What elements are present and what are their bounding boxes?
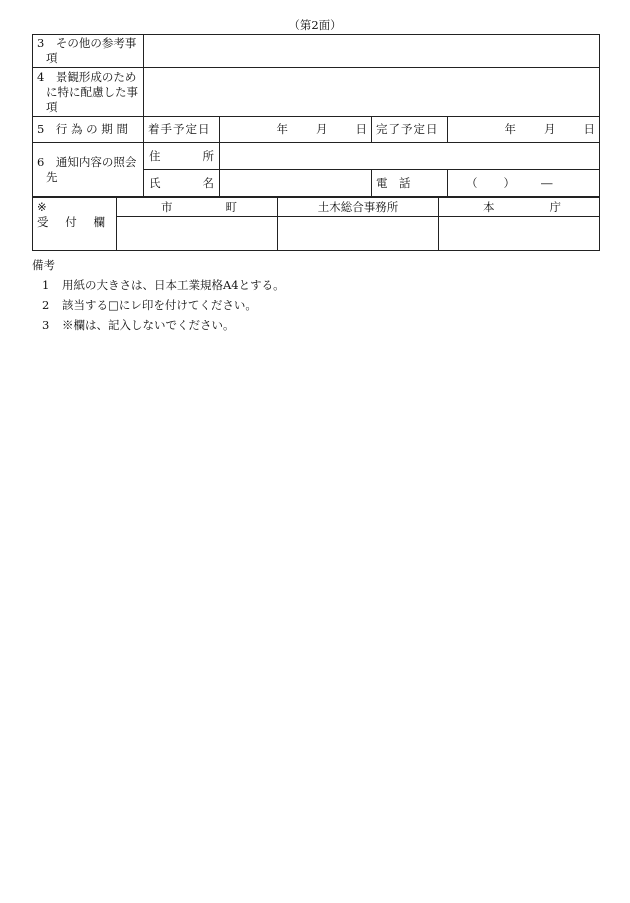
- page-label: （第2面）: [288, 18, 342, 32]
- col-city-town: 市 町: [117, 198, 278, 217]
- other-matters-label: 3 その他の参考事 項: [33, 35, 144, 68]
- row-other-matters: [33, 35, 600, 68]
- col-main-office: 本 庁: [439, 198, 600, 217]
- note-item: 3 ※欄は、記入しないでください。: [42, 318, 235, 332]
- period-label: 5 行 為 の 期 間: [33, 117, 144, 143]
- reception-table: [32, 197, 600, 251]
- landscape-field[interactable]: [144, 68, 600, 117]
- notification-form-table: [32, 34, 600, 197]
- address-label: 住 所: [144, 143, 220, 170]
- phone-field[interactable]: （ ） ―: [448, 170, 600, 197]
- landscape-label: 4 景観形成のため に特に配慮した事 項: [33, 68, 144, 117]
- end-date-label: 完了予定日: [372, 117, 448, 143]
- notes-section: [32, 255, 592, 335]
- reception-label: ※ 受 付 欄: [33, 198, 117, 251]
- notes-title: 備考: [32, 258, 55, 272]
- col-civil-engineering-office: 土木総合事務所: [278, 198, 439, 217]
- start-day-unit: 日: [355, 122, 367, 136]
- reception-header-row: [33, 198, 600, 217]
- row-contact-address: [33, 143, 600, 170]
- start-month-unit: 月: [316, 122, 328, 136]
- address-field[interactable]: [220, 143, 600, 170]
- row-landscape: [33, 68, 600, 117]
- city-town-stamp-field: [117, 217, 278, 251]
- other-matters-field[interactable]: [144, 35, 600, 68]
- row-period: [33, 117, 600, 143]
- start-year-unit: 年: [276, 122, 288, 136]
- start-date-label: 着手予定日: [144, 117, 220, 143]
- office-stamp-field: [278, 217, 439, 251]
- end-month-unit: 月: [544, 122, 556, 136]
- reception-stamp-row: [33, 217, 600, 251]
- name-field[interactable]: [220, 170, 372, 197]
- main-office-stamp-field: [439, 217, 600, 251]
- end-day-unit: 日: [583, 122, 595, 136]
- note-item: 2 該当する□にレ印を付けてください。: [42, 298, 257, 312]
- name-label: 氏 名: [144, 170, 220, 197]
- end-year-unit: 年: [504, 122, 516, 136]
- start-date-field[interactable]: [220, 117, 372, 143]
- note-item: 1 用紙の大きさは、日本工業規格A4とする。: [42, 278, 285, 292]
- contact-label: 6 通知内容の照会 先: [33, 143, 144, 197]
- phone-label: 電 話: [372, 170, 448, 197]
- end-date-field[interactable]: [448, 117, 600, 143]
